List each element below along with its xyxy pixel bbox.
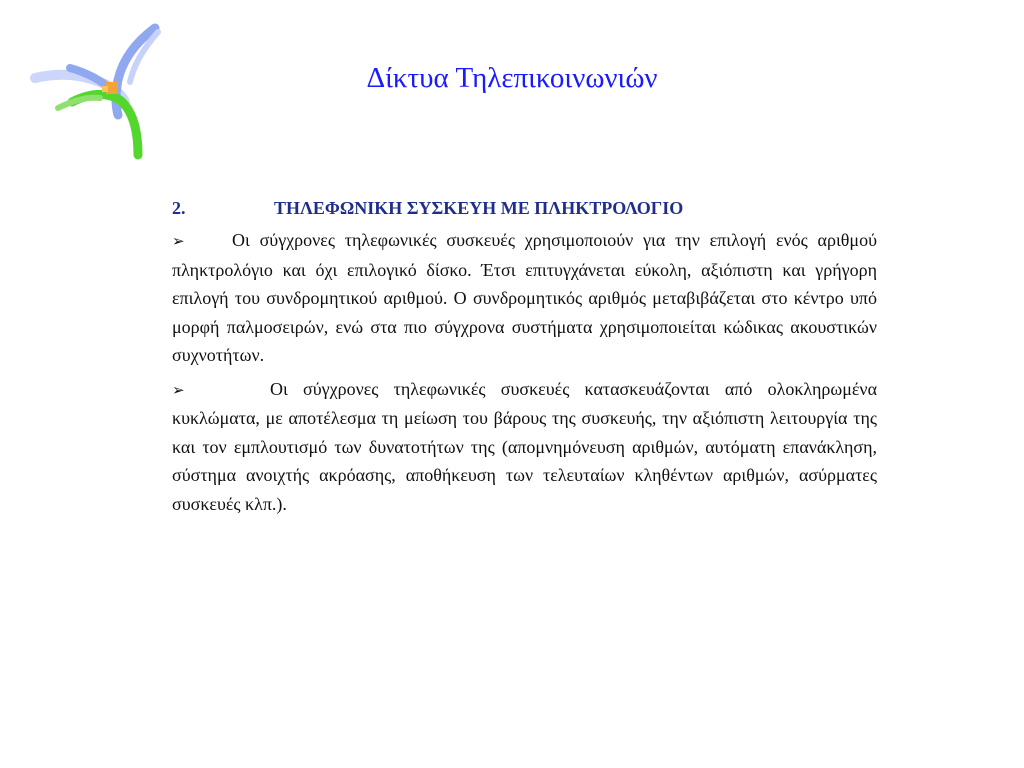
arrow-bullet-icon: ➢ xyxy=(172,380,185,399)
bullet-item xyxy=(172,226,877,370)
slide-content xyxy=(172,194,877,518)
section-heading-text: ΤΗΛΕΦΩΝΙΚΗ ΣΥΣΚΕΥΗ ΜΕ ΠΛΗΚΤΡΟΛΟΓΙΟ xyxy=(274,198,684,218)
section-number: 2. xyxy=(172,198,186,218)
arrow-bullet-icon: ➢ xyxy=(172,232,185,250)
bullet-text: Οι σύγχρονες τηλεφωνικές συσκευές χρησιμοποιούν για την επιλογή ενός αριθμού πληκτρολόγιο και όχι επιλογικό δίσκο. Έτσι επιτυγχάνεται εύκολη, αξιόπιστη και γρήγορη επιλογή του συνδρομητικού αριθμού. Ο συνδρομητικός αριθμός μεταβιβάζεται στο κέντρο υπό μορφή παλμοσειρών, ενώ στα πιο σύγχρονα συστήματα χρησιμοποιείται κώδικας ακουστικών συχνοτήτων. xyxy=(172,230,877,365)
section-heading xyxy=(172,194,877,222)
bullet-item xyxy=(172,375,877,519)
bullet-text: Οι σύγχρονες τηλεφωνικές συσκευές κατασκευάζονται από ολοκληρωμένα κυκλώματα, με αποτέλεσμα τη μείωση του βάρους της συσκευής, την αξιόπιστη λειτουργία της και τον εμπλουτισμό των δυνατοτήτων της (απομνημόνευση αριθμών, αυτόματη επανάκληση, σύστημα ανοιχτής ακρόασης, αποθήκευση των τελευταίων κληθέντων αριθμών, ασύρματες συσκευές κλπ.). xyxy=(172,378,877,514)
slide-title: Δίκτυα Τηλεπικοινωνιών xyxy=(366,62,658,94)
